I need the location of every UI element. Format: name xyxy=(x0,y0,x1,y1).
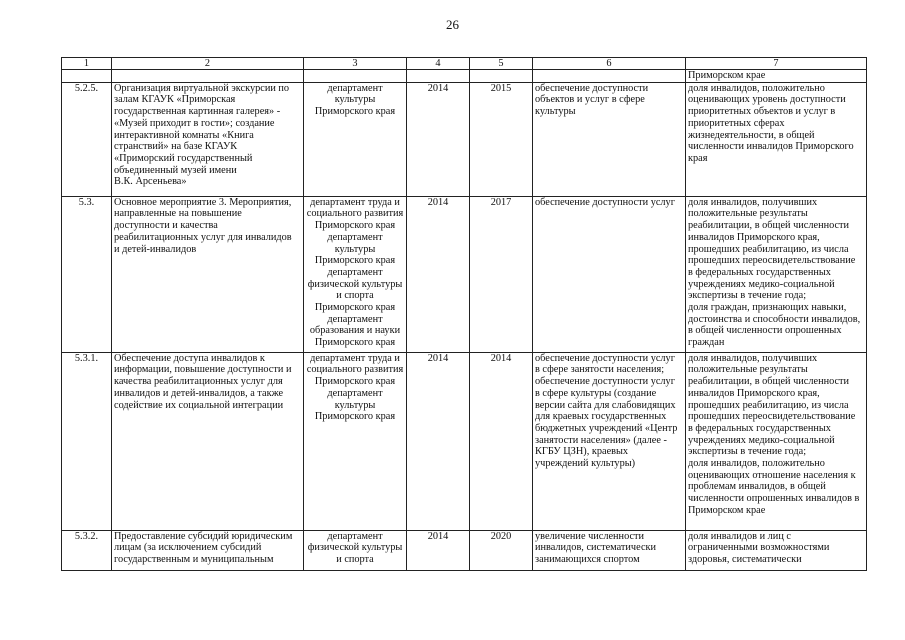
result-cell-line: КГБУ ЦЗН), краевых xyxy=(535,446,629,458)
program-activities-table xyxy=(61,57,867,571)
activity-cell-line: и детей-инвалидов xyxy=(114,243,197,255)
activity-cell xyxy=(112,530,304,570)
result-cell xyxy=(533,196,686,352)
header-cell: 7 xyxy=(686,58,867,70)
executor-cell-line: социального развития xyxy=(306,364,404,376)
item-number: 5.3.2. xyxy=(62,530,112,570)
result-cell-line: для краевых государственных xyxy=(535,411,667,423)
indicator-cell-line: прошедших переосвидетельствование xyxy=(688,411,856,423)
executor-cell-line: департамент xyxy=(327,266,383,278)
indicator-cell-line: достоинства и способности инвалидов, xyxy=(688,313,861,325)
executor-cell-line: и спорта xyxy=(336,554,374,566)
indicator-cell-line: доля инвалидов и лиц с xyxy=(688,530,791,542)
result-cell-line: увеличение численности xyxy=(535,530,645,542)
indicator-cell-line: экспертизы в течение года; xyxy=(688,290,807,302)
executor-cell-line: образования и науки xyxy=(309,325,401,337)
executor-cell-line: департамент труда и xyxy=(310,196,400,208)
executor-cell xyxy=(304,530,407,570)
executor-cell-line: Приморского края xyxy=(314,220,396,232)
header-cell: 6 xyxy=(533,58,686,70)
result-cell-line: учреждений культуры) xyxy=(535,458,636,470)
item-number: 5.3. xyxy=(62,196,112,352)
executor-cell-line: департамент xyxy=(327,313,383,325)
indicator-cell xyxy=(686,352,867,530)
header-row xyxy=(62,58,867,70)
executor-cell xyxy=(304,82,407,196)
executor-cell-line: департамент xyxy=(327,231,383,243)
indicator-cell-line: жизнедеятельности, в общей xyxy=(688,129,815,141)
indicator-cell-line: реабилитации, в общей численности xyxy=(688,376,850,388)
indicator-cell-line: доля инвалидов, положительно xyxy=(688,82,825,94)
activity-cell-line: Организация виртуальной экскурсии по xyxy=(114,82,290,94)
activity-cell xyxy=(112,196,304,352)
indicator-cell-line: численности опрошенных инвалидов в xyxy=(688,493,860,505)
activity-cell-line: доступности и качества xyxy=(114,220,218,232)
result-cell-line: в сфере культуры (создание xyxy=(535,387,657,399)
activity-cell-line: В.К. Арсеньева» xyxy=(114,176,187,188)
activity-cell-line: государственная картинная галерея» - xyxy=(114,106,281,118)
result-cell xyxy=(533,82,686,196)
result-cell-line: культуры xyxy=(535,106,576,118)
indicator-cell-line: в федеральных государственных xyxy=(688,266,831,278)
indicator-cell-line: экспертизы в течение года; xyxy=(688,446,807,458)
header-cell: 1 xyxy=(62,58,112,70)
item-number: 5.3.1. xyxy=(62,352,112,530)
indicator-cell-line: прошедших реабилитацию, из числа xyxy=(688,399,849,411)
header-cell: 2 xyxy=(112,58,304,70)
executor-cell xyxy=(304,196,407,352)
executor-cell-line: культуры xyxy=(334,94,376,106)
activity-cell-line: лицам (за исключением субсидий xyxy=(114,542,262,554)
result-cell-line: версии сайта для слабовидящих xyxy=(535,399,676,411)
indicator-cell-line: учреждениях медико-социальной xyxy=(688,434,835,446)
indicator-cell-line: граждан xyxy=(688,337,725,349)
indicator-cell-line: здоровья, систематически xyxy=(688,554,802,566)
header-cell: 3 xyxy=(304,58,407,70)
activity-cell-line: Предоставление субсидий юридическим xyxy=(114,530,293,542)
start-year: 2014 xyxy=(407,82,470,196)
header-cell: 5 xyxy=(470,58,533,70)
indicator-cell-line: инвалидов Приморского края, xyxy=(688,387,820,399)
result-cell-line: обеспечение доступности услуг xyxy=(535,352,675,364)
header-cell: 4 xyxy=(407,58,470,70)
indicator-cell-line: в федеральных государственных xyxy=(688,422,831,434)
continuation-row xyxy=(62,70,867,83)
start-year: 2014 xyxy=(407,530,470,570)
activity-cell-line: залам КГАУК «Приморская xyxy=(114,94,236,106)
result-cell-line: бюджетных учреждений «Центр xyxy=(535,422,678,434)
executor-cell-line: департамент xyxy=(327,387,383,399)
table-row xyxy=(62,196,867,352)
result-cell-line: в сфере занятости населения; xyxy=(535,364,665,376)
indicator-cell-line: доля инвалидов, положительно xyxy=(688,458,825,470)
indicator-cell-line: инвалидов Приморского края, xyxy=(688,231,820,243)
indicator-cell-line: учреждениях медико-социальной xyxy=(688,278,835,290)
activity-cell-line: интерактивной комнаты «Книга xyxy=(114,129,254,141)
executor-cell-line: культуры xyxy=(334,243,376,255)
end-year: 2020 xyxy=(470,530,533,570)
end-year: 2017 xyxy=(470,196,533,352)
indicator-cell-line: оценивающих отношение населения к xyxy=(688,469,856,481)
activity-cell-line: объединенный музей имени xyxy=(114,164,237,176)
indicator-cell-line: приоритетных сферах xyxy=(688,117,785,129)
start-year: 2014 xyxy=(407,196,470,352)
indicator-cell-line: края xyxy=(688,152,708,164)
executor-cell-line: Приморского края xyxy=(314,255,396,267)
indicator-cell-line: приоритетных объектов и услуг в xyxy=(688,106,836,118)
result-cell-line: занимающихся спортом xyxy=(535,554,640,566)
result-cell xyxy=(533,530,686,570)
activity-cell-line: Основное мероприятие 3. Мероприятия, xyxy=(114,196,292,208)
indicator-cell-line: прошедших реабилитацию, из числа xyxy=(688,243,849,255)
indicator-cell xyxy=(686,196,867,352)
table-row xyxy=(62,82,867,196)
activity-cell-line: Обеспечение доступа инвалидов к xyxy=(114,352,265,364)
indicator-cell-line: проблемам инвалидов, в общей xyxy=(688,481,826,493)
activity-cell-line: государственным и муниципальным xyxy=(114,554,274,566)
executor-cell xyxy=(304,352,407,530)
indicator-cell-line: оценивающих уровень доступности xyxy=(688,94,846,106)
executor-cell-line: и спорта xyxy=(336,290,374,302)
executor-cell-line: Приморского края xyxy=(314,337,396,349)
result-cell xyxy=(533,352,686,530)
executor-cell-line: физической культуры xyxy=(307,278,403,290)
activity-cell-line: инвалидов и детей-инвалидов, а также xyxy=(114,387,284,399)
activity-cell-line: «Приморский государственный xyxy=(114,152,253,164)
executor-cell-line: физической культуры xyxy=(307,542,403,554)
activity-cell-line: «Музей приходит в гости»; создание xyxy=(114,117,275,129)
executor-cell-line: департамент xyxy=(327,82,383,94)
start-year: 2014 xyxy=(407,352,470,530)
indicator-cell-line: в общей численности опрошенных xyxy=(688,325,842,337)
activity-cell-line: качества реабилитационных услуг для xyxy=(114,376,283,388)
executor-cell-line: департамент xyxy=(327,530,383,542)
result-cell-line: обеспечение доступности xyxy=(535,82,649,94)
indicator-cell-line: ограниченными возможностями xyxy=(688,542,830,554)
indicator-cell-line: доля граждан, признающих навыки, xyxy=(688,302,847,314)
executor-cell-line: культуры xyxy=(334,399,376,411)
indicator-cell-line: Приморском крае xyxy=(688,504,766,516)
indicator-cell-line: реабилитации, в общей численности xyxy=(688,220,850,232)
executor-cell-line: Приморского края xyxy=(314,411,396,423)
activity-cell-line: содействие их социальной интеграции xyxy=(114,399,284,411)
end-year: 2015 xyxy=(470,82,533,196)
indicator-cell xyxy=(686,530,867,570)
activity-cell-line: информации, повышение доступности и xyxy=(114,364,292,376)
table-row xyxy=(62,530,867,570)
table-body xyxy=(62,82,867,570)
indicator-cell-line: доля инвалидов, получивших xyxy=(688,196,818,208)
executor-cell-line: Приморского края xyxy=(314,302,396,314)
executor-cell-line: департамент труда и xyxy=(310,352,400,364)
page-number: 26 xyxy=(446,17,459,32)
result-cell-line: занятости населения» (далее - xyxy=(535,434,667,446)
result-cell-line: инвалидов, систематически xyxy=(535,542,657,554)
result-cell-line: обеспечение доступности услуг xyxy=(535,376,675,388)
item-number: 5.2.5. xyxy=(62,82,112,196)
activity-cell-line: реабилитационных услуг для инвалидов xyxy=(114,231,292,243)
result-cell-line: объектов и услуг в сфере xyxy=(535,94,645,106)
end-year: 2014 xyxy=(470,352,533,530)
indicator-cell-line: доля инвалидов, получивших xyxy=(688,352,818,364)
table-row xyxy=(62,352,867,530)
activity-cell-line: странствий» на базе КГАУК xyxy=(114,141,238,153)
indicator-cell-line: положительные результаты xyxy=(688,208,808,220)
indicator-cell-line: прошедших переосвидетельствование xyxy=(688,255,856,267)
executor-cell-line: Приморского края xyxy=(314,376,396,388)
activity-cell xyxy=(112,352,304,530)
executor-cell-line: социального развития xyxy=(306,208,404,220)
result-cell-line: обеспечение доступности услуг xyxy=(535,196,675,208)
activity-cell-line: направленные на повышение xyxy=(114,208,242,220)
activity-cell xyxy=(112,82,304,196)
indicator-cell xyxy=(686,82,867,196)
executor-cell-line: Приморского края xyxy=(314,106,396,118)
indicator-cell-line: положительные результаты xyxy=(688,364,808,376)
indicator-cell-line: численности инвалидов Приморского xyxy=(688,141,854,153)
indicator-cell: Приморском крае xyxy=(686,70,867,83)
